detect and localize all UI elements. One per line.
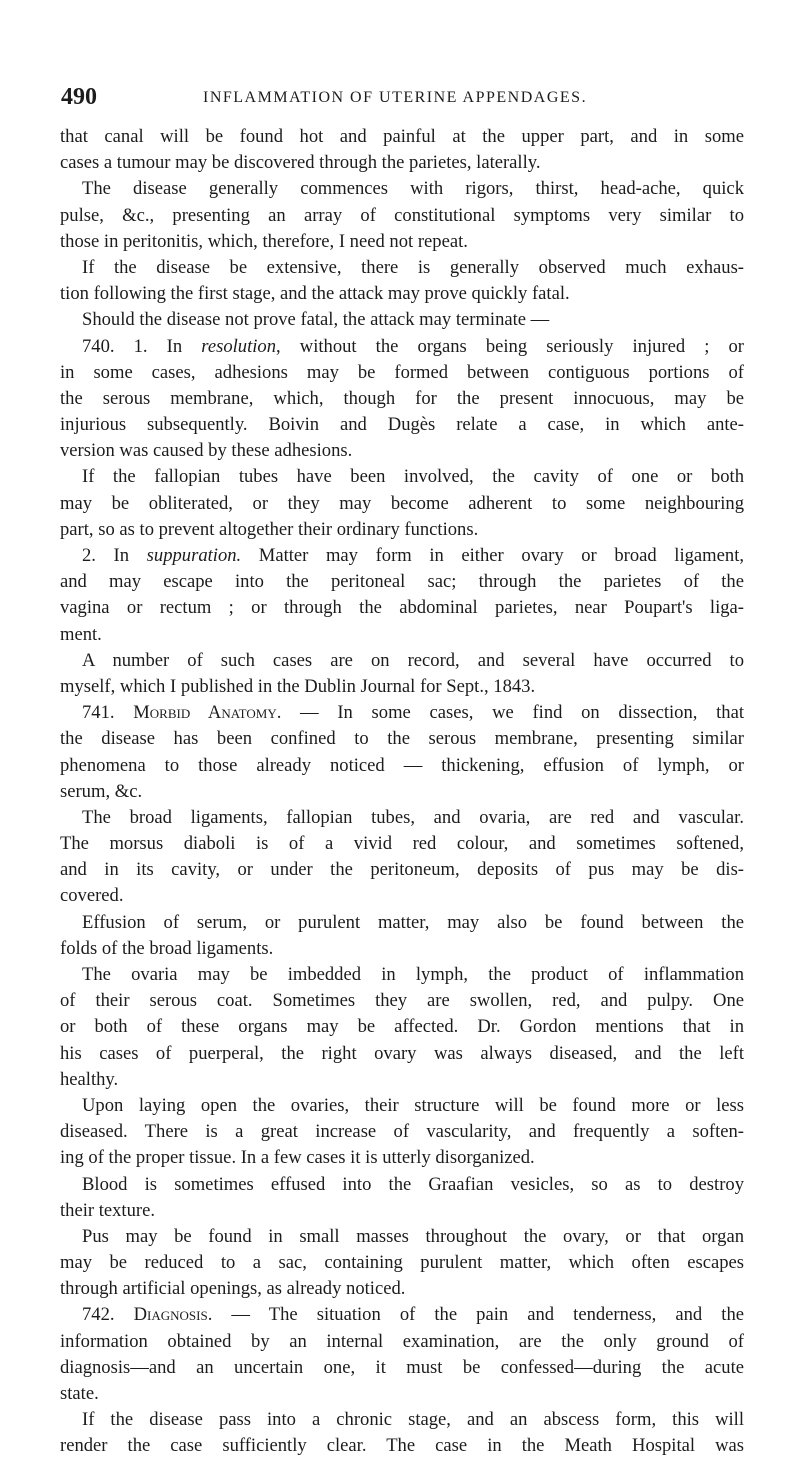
text-line: Effusion of serum, or purulent matter, may also be found between the	[82, 911, 744, 933]
text-line: covered.	[60, 885, 124, 907]
text-line: render the case sufficiently clear. The case in the Meath Hospital was	[60, 1435, 744, 1457]
text-line: 2. In suppuration. Matter may form in either ovary or broad ligament,	[82, 545, 745, 566]
text-line: part, so as to prevent altogether their ordinary functions.	[60, 518, 479, 540]
text-line: those in peritonitis, which, therefore, I need not repeat.	[60, 230, 468, 252]
text-line: ing of the proper tissue. In a few cases it is utterly disorganized.	[60, 1147, 535, 1169]
text-line: The broad ligaments, fallopian tubes, and ovaria, are red and vascular.	[82, 806, 744, 828]
text-line: the disease has been confined to the serous membrane, presenting similar	[60, 728, 744, 750]
text-line: and in its cavity, or under the peritoneum, deposits of pus may be dis-	[60, 859, 744, 881]
text-line: Pus may be found in small masses throughout the ovary, or that organ	[82, 1225, 744, 1247]
text-line: through artificial openings, as already noticed.	[60, 1278, 406, 1300]
text-line: Blood is sometimes effused into the Graafian vesicles, so as to destroy	[82, 1173, 744, 1195]
text-line: The morsus diaboli is of a vivid red colour, and sometimes softened,	[60, 833, 744, 855]
text-line: ment.	[60, 623, 102, 645]
body-text	[60, 124, 744, 1460]
text-line: If the fallopian tubes have been involved, the cavity of one or both	[82, 466, 744, 488]
text-line: phenomena to those already noticed — thickening, effusion of lymph, or	[60, 754, 744, 776]
text-line: vagina or rectum ; or through the abdominal parietes, near Poupart's liga-	[60, 597, 744, 619]
text-line: serum, &c.	[60, 780, 143, 802]
page-header	[61, 84, 741, 112]
text-line: state.	[60, 1383, 99, 1404]
text-line: A number of such cases are on record, and several have occurred to	[82, 649, 744, 671]
text-line: Upon laying open the ovaries, their structure will be found more or less	[82, 1094, 744, 1116]
text-line: Should the disease not prove fatal, the attack may terminate —	[82, 309, 550, 331]
text-line: healthy.	[60, 1068, 119, 1090]
text-line: If the disease be extensive, there is generally observed much exhaus-	[82, 256, 744, 278]
text-line: 740. 1. In resolution, without the organs being seriously injured ; or	[82, 335, 745, 357]
text-line: injurious subsequently. Boivin and Dugès relate a case, in which ante-	[60, 414, 744, 436]
page-number: 490	[61, 84, 97, 110]
text-line: information obtained by an internal examination, are the only ground of	[60, 1330, 744, 1352]
text-line: the serous membrane, which, though for the present innocuous, may be	[60, 387, 744, 409]
text-line: may be obliterated, or they may become adherent to some neighbouring	[60, 492, 744, 514]
text-line: The disease generally commences with rigors, thirst, head-ache, quick	[82, 178, 744, 200]
text-line: or both of these organs may be affected. Dr. Gordon mentions that in	[60, 1016, 744, 1038]
text-line: version was caused by these adhesions.	[60, 440, 353, 462]
text-line: that canal will be found hot and painful at the upper part, and in some	[60, 126, 744, 147]
text-line: myself, which I published in the Dublin Journal for Sept., 1843.	[60, 675, 536, 697]
text-line: folds of the broad ligaments.	[60, 937, 274, 959]
text-line: of their serous coat. Sometimes they are swollen, red, and pulpy. One	[60, 990, 744, 1012]
text-line: cases a tumour may be discovered through the parietes, laterally.	[60, 152, 541, 174]
text-line: The ovaria may be imbedded in lymph, the product of inflammation	[82, 964, 744, 985]
text-line: diagnosis—and an uncertain one, it must be confessed—during the acute	[60, 1356, 744, 1378]
running-head: INFLAMMATION OF UTERINE APPENDAGES.	[203, 89, 588, 106]
text-line: diseased. There is a great increase of vascularity, and frequently a soften-	[60, 1121, 744, 1143]
text-line: tion following the first stage, and the attack may prove quickly fatal.	[60, 283, 570, 305]
text-line: and may escape into the peritoneal sac; through the parietes of the	[60, 571, 744, 593]
text-line: in some cases, adhesions may be formed between contiguous portions of	[60, 361, 744, 383]
text-line: If the disease pass into a chronic stage, and an abscess form, this will	[82, 1409, 744, 1431]
text-line: pulse, &c., presenting an array of constitutional symptoms very similar to	[60, 204, 744, 226]
text-line: 742. Diagnosis. — The situation of the pain and tenderness, and the	[82, 1304, 744, 1326]
text-line: his cases of puerperal, the right ovary was always diseased, and the left	[60, 1042, 744, 1064]
text-line: their texture.	[60, 1199, 155, 1221]
text-line: may be reduced to a sac, containing purulent matter, which often escapes	[60, 1252, 744, 1274]
text-line: 741. Morbid Anatomy. — In some cases, we find on dissection, that	[82, 702, 744, 724]
